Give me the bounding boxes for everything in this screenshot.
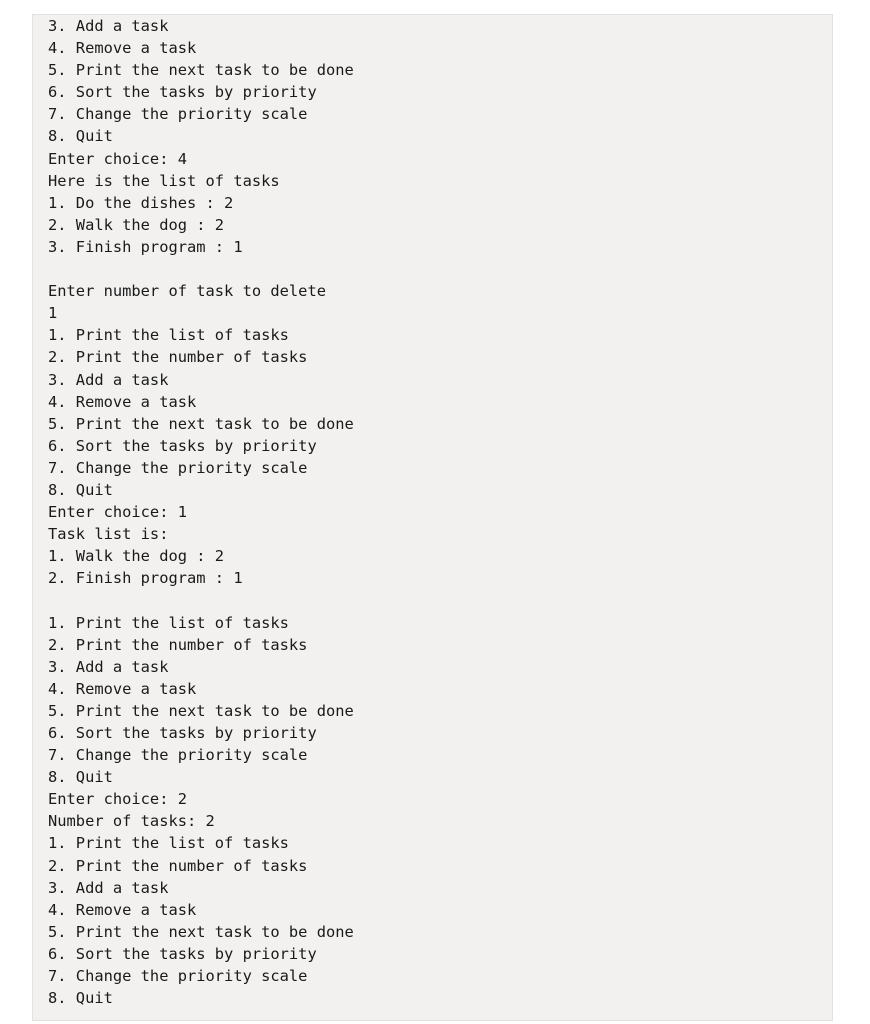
console-line: 1. Print the list of tasks — [48, 834, 289, 853]
console-line: 2. Print the number of tasks — [48, 635, 308, 654]
console-line: 3. Finish program : 1 — [48, 237, 243, 256]
console-line — [48, 258, 354, 280]
console-line: 5. Print the next task to be done — [48, 922, 354, 941]
console-line: 1. Walk the dog : 2 — [48, 547, 225, 566]
console-line: 4. Remove a task — [48, 39, 197, 58]
console-line: 7. Change the priority scale — [48, 458, 308, 477]
console-line: 2. Walk the dog : 2 — [48, 215, 225, 234]
console-output-panel — [32, 14, 833, 1021]
console-line: 3. Add a task — [48, 17, 169, 35]
console-line: 4. Remove a task — [48, 900, 197, 919]
console-line: 2. Print the number of tasks — [48, 348, 308, 367]
console-line: 7. Change the priority scale — [48, 746, 308, 765]
console-line: 6. Sort the tasks by priority — [48, 944, 317, 963]
console-line: 8. Quit — [48, 480, 113, 499]
console-line: 1. Print the list of tasks — [48, 613, 289, 632]
console-line: 4. Remove a task — [48, 392, 197, 411]
console-line: 1 — [48, 304, 58, 323]
console-line: 7. Change the priority scale — [48, 105, 308, 124]
console-line: 4. Remove a task — [48, 679, 197, 698]
console-line: Number of tasks: 2 — [48, 812, 215, 831]
console-line: 1. Print the list of tasks — [48, 326, 289, 345]
console-line: Here is the list of tasks — [48, 171, 280, 190]
console-line: 8. Quit — [48, 127, 113, 146]
console-line: 8. Quit — [48, 768, 113, 787]
console-line: 6. Sort the tasks by priority — [48, 436, 317, 455]
console-line: 8. Quit — [48, 989, 113, 1008]
console-line — [48, 589, 354, 611]
console-line: 2. Finish program : 1 — [48, 569, 243, 588]
console-line: 5. Print the next task to be done — [48, 701, 354, 720]
console-lines — [48, 15, 354, 1009]
console-line: 7. Change the priority scale — [48, 967, 308, 986]
console-line: 3. Add a task — [48, 657, 169, 676]
console-line: 3. Add a task — [48, 878, 169, 897]
console-line: 6. Sort the tasks by priority — [48, 724, 317, 742]
console-line: Enter number of task to delete — [48, 282, 326, 301]
console-line: 5. Print the next task to be done — [48, 61, 354, 80]
console-line: Enter choice: 4 — [48, 149, 187, 168]
console-line: 5. Print the next task to be done — [48, 414, 354, 433]
console-line: 6. Sort the tasks by priority — [48, 83, 317, 102]
console-line: Task list is: — [48, 525, 169, 544]
console-line: Enter choice: 2 — [48, 790, 187, 809]
console-line: 1. Do the dishes : 2 — [48, 193, 234, 212]
console-line: Enter choice: 1 — [48, 503, 187, 522]
console-line: 2. Print the number of tasks — [48, 856, 308, 875]
console-line: 3. Add a task — [48, 370, 169, 389]
